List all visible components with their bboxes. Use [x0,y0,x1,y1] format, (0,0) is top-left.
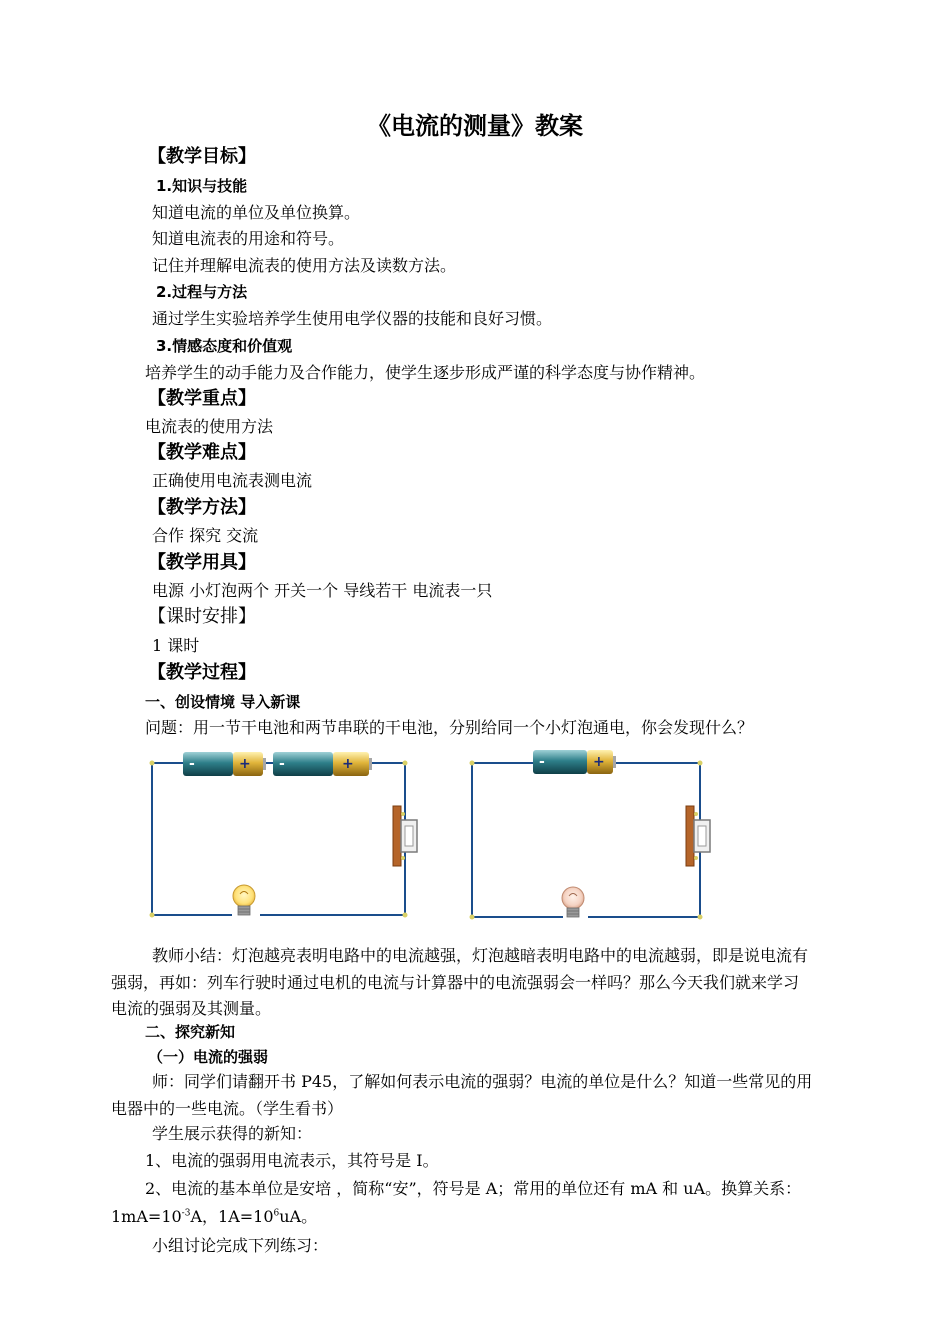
part2-subtitle: （一）电流的强弱 [148,1048,269,1066]
question-text: 问题：用一节干电池和两节串联的干电池，分别给同一个小灯泡通电，你会发现什么？ [145,718,754,737]
battery-plus-sign: + [593,754,605,770]
wire [152,763,232,915]
circuit-two-batteries [150,752,418,918]
battery-minus-sign: - [539,754,545,770]
goal1-item: 知道电流表的用途和符号。 [152,229,345,248]
battery-minus-sign: - [279,756,285,772]
page-title: 《电流的测量》教案 [367,112,583,140]
student-show-text: 学生展示获得的新知： [152,1124,313,1143]
wire-node [150,761,155,766]
teacher-line: 电器中的一些电流。（学生看书） [111,1099,344,1118]
summary-line: 教师小结：灯泡越亮表明电路中的电流越强，灯泡越暗表明电路中的电流越弱，即是说电流有 [152,946,809,965]
goal1-item: 知道电流的单位及单位换算。 [152,203,361,222]
wire-node [470,761,475,766]
exponent: 6 [273,1208,280,1219]
wire-node [698,915,703,920]
switch [686,806,710,866]
bulb-icon [233,885,255,915]
part1-title: 一、创设情境 导入新课 [145,693,301,711]
goal3-title: 3.情感态度和价值观 [156,337,293,355]
heading-process: 【教学过程】 [148,662,256,683]
point-1: 1、电流的强弱用电流表示，其符号是 I。 [145,1151,439,1170]
wire-node [403,761,408,766]
exponent: -3 [181,1208,191,1219]
wire-node [470,915,475,920]
heading-method: 【教学方法】 [148,497,256,518]
unit-conversion [111,1207,317,1227]
battery [533,750,616,774]
battery-plus-sign: + [239,756,251,772]
goal1-item: 记住并理解电流表的使用方法及读数方法。 [152,256,457,275]
heading-goals: 【教学目标】 [148,146,256,167]
heading-tools: 【教学用具】 [148,552,256,573]
wire [472,763,563,917]
goal2-text: 通过学生实验培养学生使用电学仪器的技能和良好习惯。 [152,309,553,328]
method-text: 合作 探究 交流 [152,526,259,545]
summary-line: 电流的强弱及其测量。 [111,999,272,1018]
summary-line: 强弱，再如：列车行驶时通过电机的电流与计算器中的电流强弱会一样吗？那么今天我们就来学习 [111,973,800,992]
heading-key: 【教学重点】 [148,388,256,409]
group-task-text: 小组讨论完成下列练习： [152,1236,329,1255]
tools-text: 电源 小灯泡两个 开关一个 导线若干 电流表一只 [152,581,493,600]
goal2-title: 2.过程与方法 [156,283,248,301]
conversion-part: 1mA=10 [111,1207,182,1226]
key-text: 电流表的使用方法 [145,417,274,436]
schedule-text: 1 课时 [152,636,200,655]
battery [183,752,266,776]
wire-node [403,913,408,918]
wire [260,763,405,915]
wire-node [150,913,155,918]
circuit-one-battery [470,750,711,920]
circuit-diagrams [140,744,840,929]
teacher-line: 师：同学们请翻开书 P45，了解如何表示电流的强弱？电流的单位是什么？知道一些常见的用 [152,1072,813,1091]
conversion-part: uA。 [279,1207,318,1226]
wire-node [698,761,703,766]
battery-plus-sign: + [342,756,354,772]
conversion-part: A，1A=10 [190,1207,274,1226]
battery [273,752,372,776]
goal1-title: 1.知识与技能 [156,177,248,195]
point-2: 2、电流的基本单位是安培 ，简称“安”，符号是 A；常用的单位还有 mA 和 uA。换算关系： [145,1179,802,1198]
battery-minus-sign: - [189,756,195,772]
heading-schedule: 【课时安排】 [148,606,256,627]
heading-difficult: 【教学难点】 [148,442,256,463]
difficult-text: 正确使用电流表测电流 [152,471,313,490]
part2-title: 二、探究新知 [145,1023,236,1041]
goal3-text: 培养学生的动手能力及合作能力，使学生逐步形成严谨的科学态度与协作精神。 [145,363,706,382]
bulb-icon [562,887,584,917]
wire [588,763,700,917]
